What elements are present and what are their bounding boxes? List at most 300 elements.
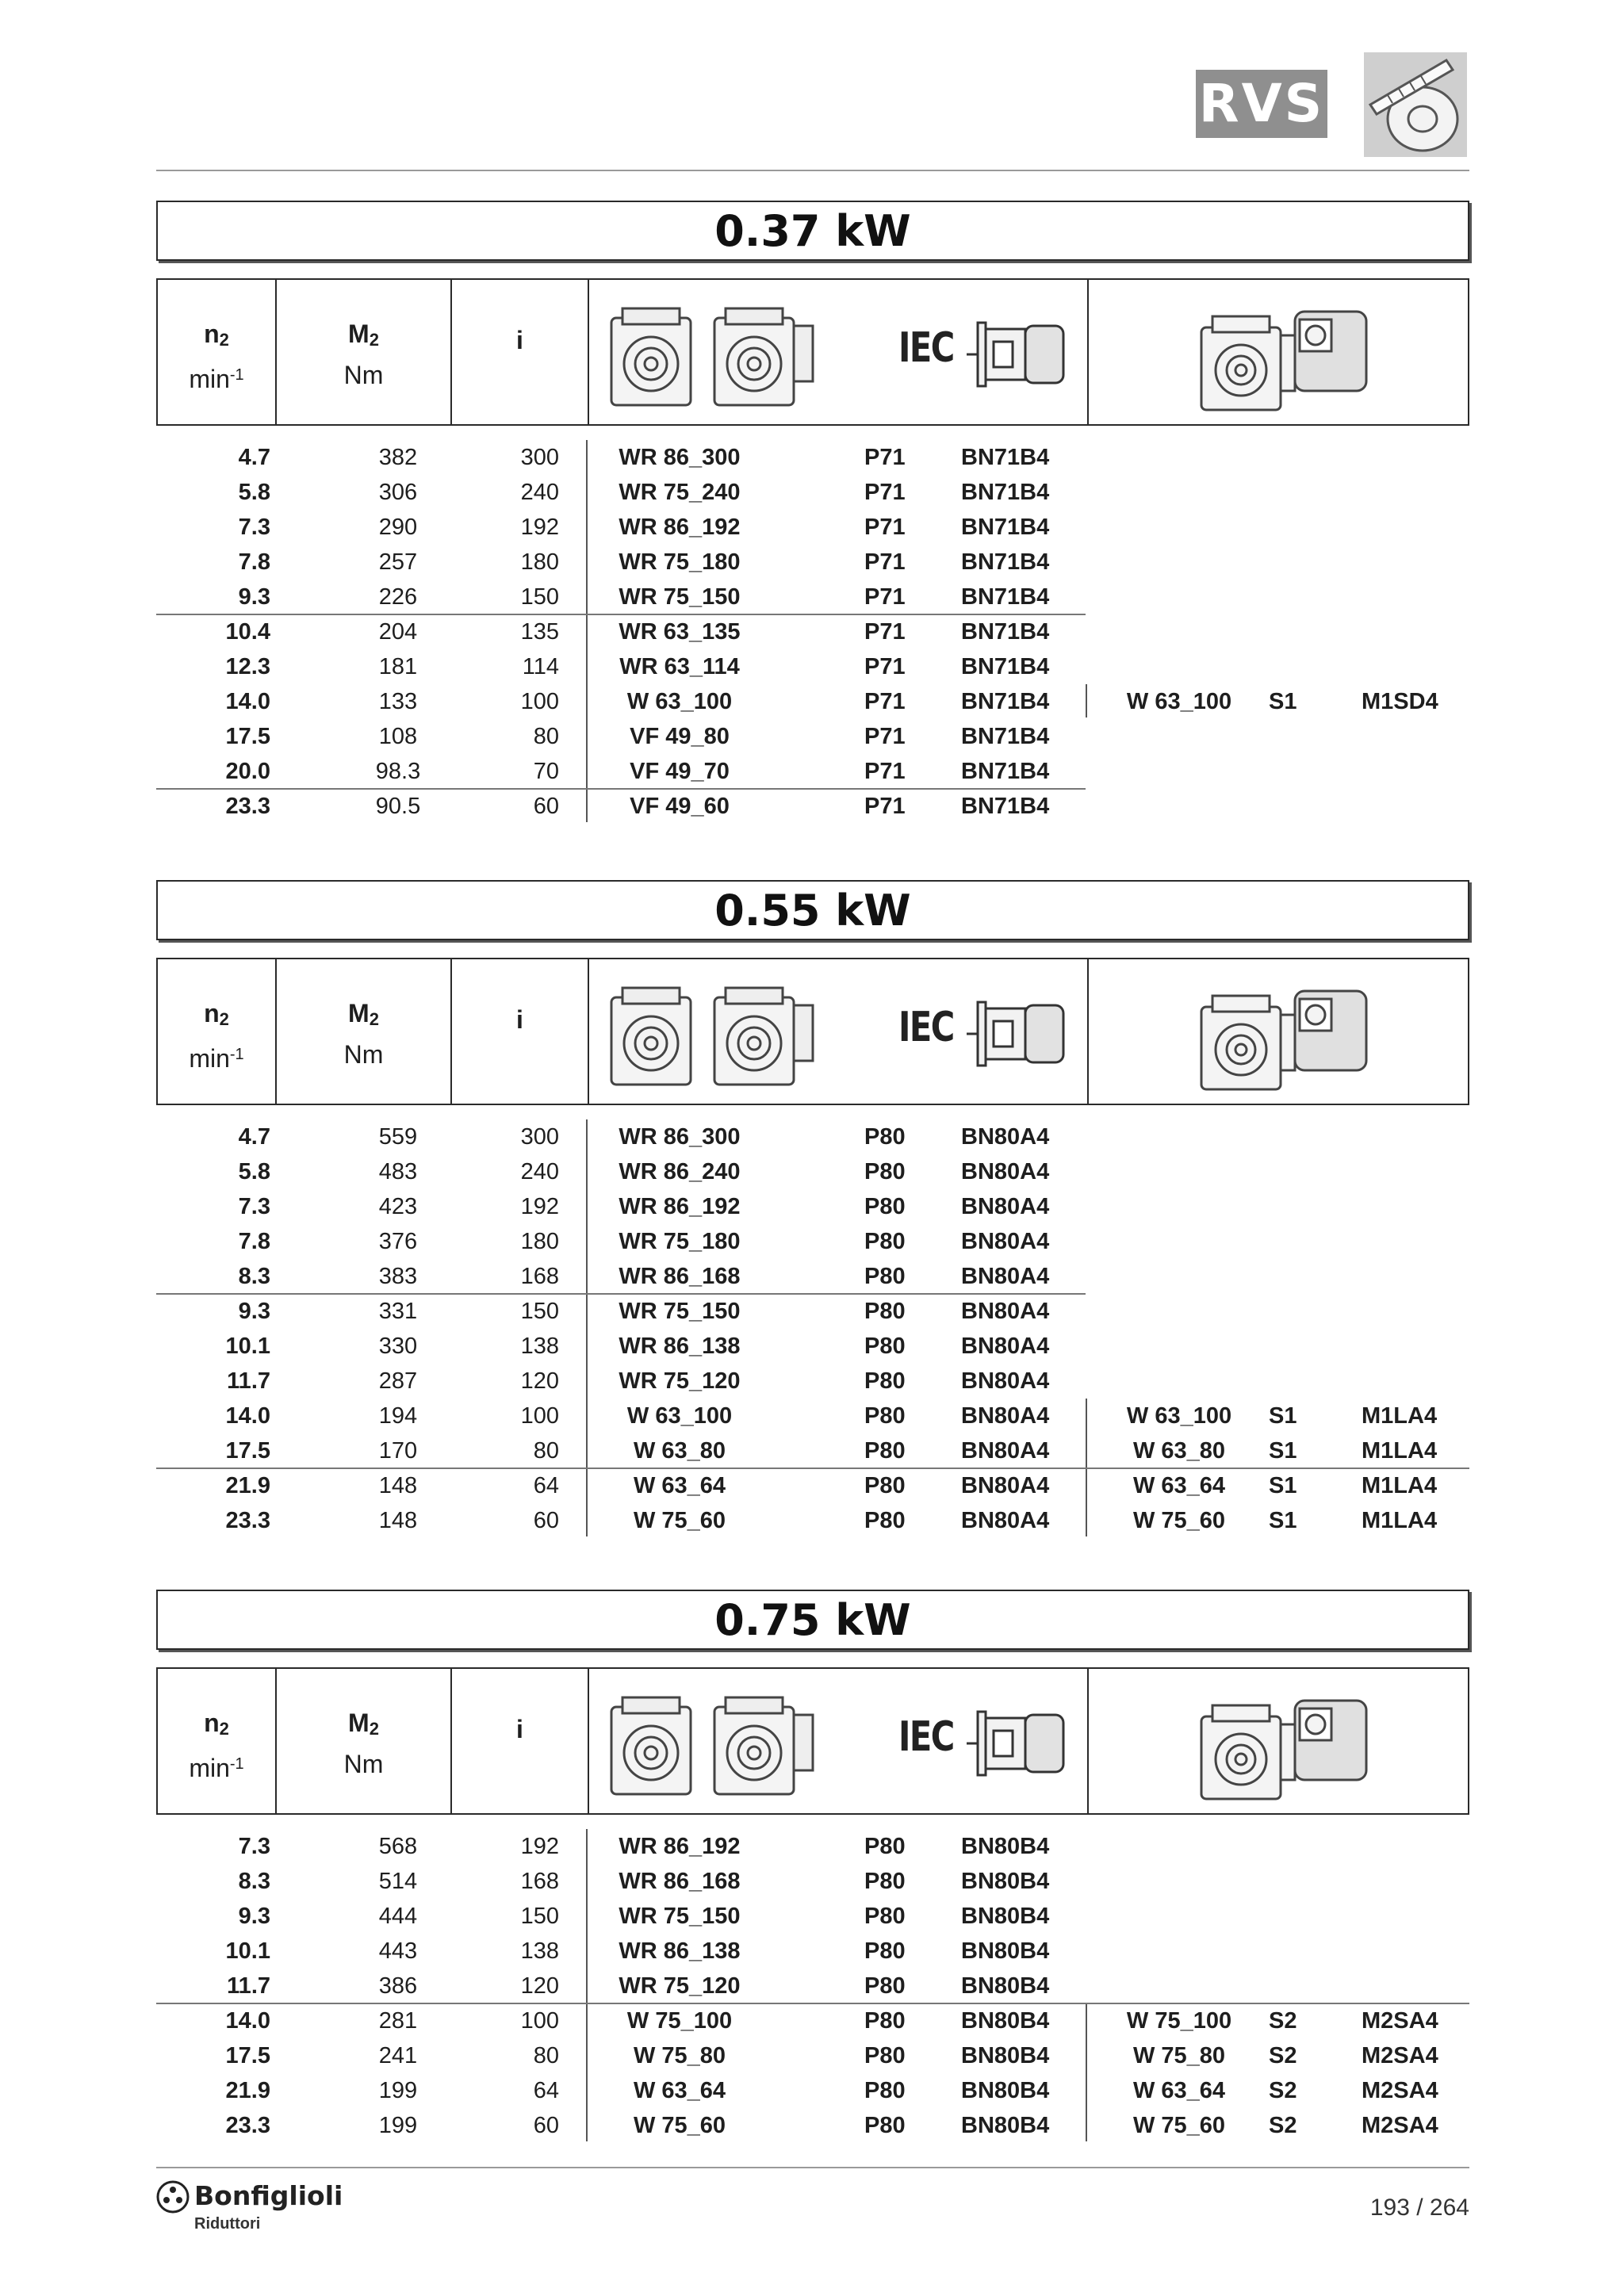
cell-input: P71 bbox=[864, 515, 906, 540]
cell-b2: S2 bbox=[1269, 2078, 1297, 2103]
cell-i: 138 bbox=[520, 1334, 559, 1359]
cell-input: P80 bbox=[864, 1938, 906, 1964]
cell-n2: 10.4 bbox=[225, 619, 270, 645]
cell-input: P71 bbox=[864, 480, 906, 505]
cell-n2: 14.0 bbox=[225, 689, 270, 714]
n2-unit-exponent: -1 bbox=[229, 1755, 244, 1773]
cell-model: WR 75_120 bbox=[619, 1368, 741, 1394]
table-row bbox=[156, 684, 1469, 719]
cell-model: W 75_100 bbox=[626, 2008, 733, 2034]
cell-input: P71 bbox=[864, 759, 906, 784]
section-title-bar bbox=[156, 201, 1469, 261]
cell-motor: BN80A4 bbox=[961, 1473, 1050, 1498]
cell-n2: 14.0 bbox=[225, 1403, 270, 1429]
cell-n2: 4.7 bbox=[238, 445, 270, 470]
cell-m2: 559 bbox=[378, 1124, 418, 1150]
cell-i: 120 bbox=[520, 1973, 559, 1999]
cell-b2: S1 bbox=[1269, 689, 1297, 714]
n2-symbol: n bbox=[204, 999, 220, 1027]
cell-input: P71 bbox=[864, 549, 906, 575]
cell-b2: S2 bbox=[1269, 2043, 1297, 2068]
cell-model: WR 86_240 bbox=[619, 1159, 741, 1184]
cell-n2: 8.3 bbox=[238, 1264, 270, 1289]
cell-m2: 287 bbox=[378, 1368, 418, 1394]
n2-subscript: 2 bbox=[219, 330, 229, 350]
table-row bbox=[156, 754, 1469, 789]
cell-i: 100 bbox=[520, 2008, 559, 2034]
cell-n2: 7.3 bbox=[238, 1834, 270, 1859]
cell-m2: 199 bbox=[378, 2078, 418, 2103]
cell-n2: 12.3 bbox=[225, 654, 270, 679]
cell-n2: 20.0 bbox=[225, 759, 270, 784]
cell-m2: 281 bbox=[378, 2008, 418, 2034]
cell-motor: BN80B4 bbox=[961, 1938, 1050, 1964]
cell-motor: BN71B4 bbox=[961, 724, 1050, 749]
cell-motor: BN80A4 bbox=[961, 1159, 1050, 1184]
cell-i: 150 bbox=[520, 1904, 559, 1929]
cell-n2: 14.0 bbox=[225, 2008, 270, 2034]
cell-motor: BN80A4 bbox=[961, 1438, 1050, 1464]
n2-unit-exponent: -1 bbox=[229, 1046, 244, 1063]
header-divider bbox=[1087, 280, 1089, 424]
column-separator bbox=[1086, 2003, 1087, 2141]
cell-input: P80 bbox=[864, 1973, 906, 1999]
cell-n2: 9.3 bbox=[238, 1904, 270, 1929]
gearbox-icons bbox=[596, 1683, 818, 1802]
cell-input: P80 bbox=[864, 1368, 906, 1394]
cell-n2: 9.3 bbox=[238, 584, 270, 610]
gearbox-variants-icon bbox=[596, 1683, 818, 1802]
cell-n2: 5.8 bbox=[238, 1159, 270, 1184]
cell-i: 192 bbox=[520, 1834, 559, 1859]
cell-model: VF 49_80 bbox=[630, 724, 730, 749]
table-header bbox=[156, 278, 1469, 426]
cell-b2: S1 bbox=[1269, 1438, 1297, 1464]
header-ratio bbox=[452, 1002, 588, 1037]
cell-i: 192 bbox=[520, 515, 559, 540]
cell-model: W 63_100 bbox=[626, 1403, 733, 1429]
cell-motor: BN80B4 bbox=[961, 1869, 1050, 1894]
cell-i: 150 bbox=[520, 584, 559, 610]
m2-symbol: M bbox=[348, 1709, 370, 1737]
cell-motor: BN80B4 bbox=[961, 2078, 1050, 2103]
cell-m2: 133 bbox=[378, 689, 418, 714]
cell-model: WR 86_300 bbox=[619, 1124, 741, 1150]
cell-i: 138 bbox=[520, 1938, 559, 1964]
gearbox-variants-icon bbox=[596, 294, 818, 413]
cell-input: P80 bbox=[864, 2008, 906, 2034]
cell-input: P71 bbox=[864, 689, 906, 714]
header-divider bbox=[588, 1669, 589, 1813]
cell-i: 300 bbox=[520, 445, 559, 470]
table-row bbox=[156, 1433, 1469, 1468]
table-row bbox=[156, 1259, 1469, 1294]
n2-symbol: n bbox=[204, 1709, 220, 1737]
cell-model: WR 75_150 bbox=[619, 584, 741, 610]
cell-m2: 226 bbox=[378, 584, 418, 610]
cell-b1: W 75_80 bbox=[1132, 2043, 1226, 2068]
cell-n2: 10.1 bbox=[225, 1334, 270, 1359]
cell-i: 300 bbox=[520, 1124, 559, 1150]
gearbox-icons bbox=[596, 294, 818, 413]
cell-n2: 4.7 bbox=[238, 1124, 270, 1150]
cell-input: P80 bbox=[864, 1869, 906, 1894]
n2-unit: min bbox=[189, 365, 230, 393]
table-header bbox=[156, 1667, 1469, 1815]
table-row bbox=[156, 545, 1469, 580]
cell-i: 100 bbox=[520, 689, 559, 714]
cell-b3: M2SA4 bbox=[1362, 2113, 1438, 2138]
cell-i: 120 bbox=[520, 1368, 559, 1394]
cell-m2: 199 bbox=[378, 2113, 418, 2138]
header-divider bbox=[1087, 959, 1089, 1104]
cell-m2: 108 bbox=[378, 724, 418, 749]
cell-n2: 21.9 bbox=[225, 2078, 270, 2103]
cell-m2: 306 bbox=[378, 480, 418, 505]
cell-b1: W 75_60 bbox=[1132, 2113, 1226, 2138]
n2-subscript: 2 bbox=[219, 1719, 229, 1739]
cell-input: P80 bbox=[864, 1904, 906, 1929]
column-separator bbox=[586, 1829, 588, 2141]
cell-n2: 9.3 bbox=[238, 1299, 270, 1324]
cell-n2: 21.9 bbox=[225, 1473, 270, 1498]
cell-i: 60 bbox=[533, 1508, 559, 1533]
iec-label: IEC bbox=[898, 1004, 954, 1051]
cell-i: 100 bbox=[520, 1403, 559, 1429]
cell-n2: 10.1 bbox=[225, 1938, 270, 1964]
m2-subscript: 2 bbox=[369, 330, 379, 350]
table-row bbox=[156, 719, 1469, 754]
table-row bbox=[156, 1829, 1469, 1864]
worm-gear-icon bbox=[1364, 52, 1467, 157]
cell-model: W 75_80 bbox=[633, 2043, 726, 2068]
cell-motor: BN80A4 bbox=[961, 1124, 1050, 1150]
cell-i: 150 bbox=[520, 1299, 559, 1324]
cell-i: 240 bbox=[520, 1159, 559, 1184]
cell-m2: 383 bbox=[378, 1264, 418, 1289]
iec-label: IEC bbox=[898, 1713, 954, 1761]
cell-n2: 17.5 bbox=[225, 1438, 270, 1464]
iec-motor-icon bbox=[967, 994, 1070, 1073]
cell-m2: 98.3 bbox=[375, 759, 421, 784]
cell-input: P80 bbox=[864, 1438, 906, 1464]
cell-m2: 257 bbox=[378, 549, 418, 575]
cell-n2: 23.3 bbox=[225, 794, 270, 819]
header-ratio bbox=[452, 1712, 588, 1747]
table-row bbox=[156, 1934, 1469, 1969]
brand-name: Bonfiglioli bbox=[194, 2180, 343, 2211]
cell-b3: M1SD4 bbox=[1362, 689, 1438, 714]
cell-b2: S2 bbox=[1269, 2113, 1297, 2138]
gearmotor-icon bbox=[1197, 304, 1371, 415]
cell-i: 180 bbox=[520, 549, 559, 575]
cell-input: P80 bbox=[864, 1264, 906, 1289]
cell-m2: 90.5 bbox=[375, 794, 421, 819]
n2-symbol: n bbox=[204, 320, 220, 348]
cell-model: WR 75_150 bbox=[619, 1904, 741, 1929]
n2-unit: min bbox=[189, 1754, 230, 1782]
table-row bbox=[156, 1329, 1469, 1364]
cell-m2: 514 bbox=[378, 1869, 418, 1894]
cell-input: P80 bbox=[864, 2113, 906, 2138]
column-separator bbox=[586, 1119, 588, 1536]
group-separator bbox=[156, 1468, 1469, 1469]
cell-m2: 386 bbox=[378, 1973, 418, 1999]
gearbox-variants-icon bbox=[596, 974, 818, 1093]
cell-model: VF 49_60 bbox=[630, 794, 730, 819]
cell-n2: 7.3 bbox=[238, 515, 270, 540]
cell-i: 64 bbox=[533, 1473, 559, 1498]
cell-model: W 75_60 bbox=[633, 2113, 726, 2138]
cell-i: 80 bbox=[533, 1438, 559, 1464]
cell-n2: 23.3 bbox=[225, 1508, 270, 1533]
cell-motor: BN80B4 bbox=[961, 1973, 1050, 1999]
m2-subscript: 2 bbox=[369, 1009, 379, 1029]
cell-b2: S1 bbox=[1269, 1473, 1297, 1498]
cell-model: WR 86_168 bbox=[619, 1869, 741, 1894]
bottom-rule bbox=[156, 2167, 1469, 2168]
cell-input: P80 bbox=[864, 2078, 906, 2103]
page-number: 193 / 264 bbox=[1369, 2195, 1469, 2221]
gearmotor bbox=[1197, 1693, 1371, 1804]
cell-b3: M1LA4 bbox=[1362, 1473, 1438, 1498]
m2-subscript: 2 bbox=[369, 1719, 379, 1739]
cell-motor: BN71B4 bbox=[961, 794, 1050, 819]
gearbox-icons bbox=[596, 974, 818, 1093]
cell-n2: 17.5 bbox=[225, 724, 270, 749]
section-title-bar bbox=[156, 1590, 1469, 1650]
bonfiglioli-logo-icon bbox=[156, 2180, 190, 2214]
table-row bbox=[156, 580, 1469, 614]
cell-n2: 11.7 bbox=[227, 1973, 270, 1999]
cell-b3: M1LA4 bbox=[1362, 1403, 1438, 1429]
cell-n2: 7.8 bbox=[238, 1229, 270, 1254]
column-separator bbox=[1086, 684, 1087, 718]
cell-input: P80 bbox=[864, 1194, 906, 1219]
cell-motor: BN80A4 bbox=[961, 1299, 1050, 1324]
cell-model: WR 75_120 bbox=[619, 1973, 741, 1999]
cell-i: 168 bbox=[520, 1869, 559, 1894]
ratio-symbol: i bbox=[516, 1005, 523, 1034]
cell-motor: BN80B4 bbox=[961, 2113, 1050, 2138]
cell-i: 70 bbox=[533, 759, 559, 784]
cell-m2: 290 bbox=[378, 515, 418, 540]
cell-b1: W 63_80 bbox=[1132, 1438, 1226, 1464]
cell-m2: 241 bbox=[378, 2043, 418, 2068]
cell-input: P80 bbox=[864, 1834, 906, 1859]
cell-n2: 7.3 bbox=[238, 1194, 270, 1219]
cell-motor: BN71B4 bbox=[961, 480, 1050, 505]
cell-model: WR 75_240 bbox=[619, 480, 741, 505]
table-row bbox=[156, 510, 1469, 545]
cell-m2: 148 bbox=[378, 1473, 418, 1498]
cell-model: VF 49_70 bbox=[630, 759, 730, 784]
cell-model: WR 86_300 bbox=[619, 445, 741, 470]
cell-input: P80 bbox=[864, 1299, 906, 1324]
cell-b1: W 75_100 bbox=[1126, 2008, 1232, 2034]
cell-b1: W 63_64 bbox=[1132, 1473, 1226, 1498]
section-title: 0.37 kW bbox=[714, 206, 911, 256]
gearmotor-icon bbox=[1197, 1693, 1371, 1804]
cell-input: P80 bbox=[864, 1334, 906, 1359]
table-row bbox=[156, 475, 1469, 510]
cell-i: 240 bbox=[520, 480, 559, 505]
iec-motor-icon bbox=[967, 315, 1070, 394]
cell-motor: BN80A4 bbox=[961, 1334, 1050, 1359]
group-separator bbox=[156, 1293, 1086, 1295]
cell-m2: 376 bbox=[378, 1229, 418, 1254]
cell-b2: S1 bbox=[1269, 1403, 1297, 1429]
group-separator bbox=[156, 614, 1086, 615]
header-n2 bbox=[158, 996, 275, 1076]
column-separator bbox=[586, 440, 588, 822]
cell-model: WR 86_192 bbox=[619, 1834, 741, 1859]
header-m2 bbox=[277, 316, 450, 392]
cell-motor: BN80A4 bbox=[961, 1508, 1050, 1533]
cell-input: P71 bbox=[864, 619, 906, 645]
iec-motor bbox=[967, 1704, 1070, 1783]
cell-input: P80 bbox=[864, 1229, 906, 1254]
cell-motor: BN80A4 bbox=[961, 1229, 1050, 1254]
table-row bbox=[156, 1864, 1469, 1899]
cell-b3: M1LA4 bbox=[1362, 1438, 1438, 1464]
table-row bbox=[156, 2073, 1469, 2108]
cell-model: WR 75_150 bbox=[619, 1299, 741, 1324]
table-row bbox=[156, 1119, 1469, 1154]
table-row bbox=[156, 440, 1469, 475]
table-row bbox=[156, 1899, 1469, 1934]
cell-m2: 194 bbox=[378, 1403, 418, 1429]
cell-model: WR 86_138 bbox=[619, 1938, 741, 1964]
cell-motor: BN71B4 bbox=[961, 759, 1050, 784]
cell-i: 135 bbox=[520, 619, 559, 645]
cell-model: WR 86_168 bbox=[619, 1264, 741, 1289]
cell-motor: BN80B4 bbox=[961, 1904, 1050, 1929]
m2-unit: Nm bbox=[343, 1750, 384, 1778]
cell-input: P71 bbox=[864, 584, 906, 610]
cell-b2: S2 bbox=[1269, 2008, 1297, 2034]
cell-motor: BN71B4 bbox=[961, 515, 1050, 540]
cell-motor: BN80A4 bbox=[961, 1194, 1050, 1219]
cell-motor: BN71B4 bbox=[961, 689, 1050, 714]
group-separator bbox=[156, 788, 1086, 790]
cell-input: P71 bbox=[864, 445, 906, 470]
iec-motor-icon bbox=[967, 1704, 1070, 1783]
m2-unit: Nm bbox=[343, 1040, 384, 1069]
cell-m2: 181 bbox=[378, 654, 418, 679]
cell-motor: BN71B4 bbox=[961, 584, 1050, 610]
table-row bbox=[156, 1154, 1469, 1189]
table-row bbox=[156, 649, 1469, 684]
table-row bbox=[156, 1969, 1469, 2003]
cell-m2: 170 bbox=[378, 1438, 418, 1464]
cell-n2: 5.8 bbox=[238, 480, 270, 505]
cell-model: W 63_64 bbox=[633, 1473, 726, 1498]
header-ratio bbox=[452, 323, 588, 358]
cell-model: WR 75_180 bbox=[619, 1229, 741, 1254]
m2-symbol: M bbox=[348, 320, 370, 348]
gearmotor bbox=[1197, 304, 1371, 415]
cell-input: P80 bbox=[864, 2043, 906, 2068]
cell-motor: BN80B4 bbox=[961, 2008, 1050, 2034]
table-row bbox=[156, 1294, 1469, 1329]
cell-model: WR 75_180 bbox=[619, 549, 741, 575]
cell-motor: BN71B4 bbox=[961, 445, 1050, 470]
cell-motor: BN80B4 bbox=[961, 1834, 1050, 1859]
table-row bbox=[156, 2003, 1469, 2038]
cell-motor: BN80A4 bbox=[961, 1368, 1050, 1394]
iec-label: IEC bbox=[898, 324, 954, 372]
cell-i: 80 bbox=[533, 724, 559, 749]
cell-b1: W 75_60 bbox=[1132, 1508, 1226, 1533]
cell-model: W 63_100 bbox=[626, 689, 733, 714]
cell-i: 64 bbox=[533, 2078, 559, 2103]
cell-model: WR 86_192 bbox=[619, 515, 741, 540]
cell-model: WR 86_192 bbox=[619, 1194, 741, 1219]
table-row bbox=[156, 1364, 1469, 1399]
cell-motor: BN80A4 bbox=[961, 1403, 1050, 1429]
cell-i: 192 bbox=[520, 1194, 559, 1219]
cell-input: P71 bbox=[864, 794, 906, 819]
table-header bbox=[156, 958, 1469, 1105]
cell-n2: 23.3 bbox=[225, 2113, 270, 2138]
cell-motor: BN71B4 bbox=[961, 619, 1050, 645]
cell-b3: M2SA4 bbox=[1362, 2043, 1438, 2068]
cell-motor: BN80A4 bbox=[961, 1264, 1050, 1289]
table-row bbox=[156, 614, 1469, 649]
cell-model: WR 63_114 bbox=[619, 654, 740, 679]
cell-m2: 204 bbox=[378, 619, 418, 645]
cell-b1: W 63_100 bbox=[1126, 1403, 1232, 1429]
cell-motor: BN80B4 bbox=[961, 2043, 1050, 2068]
cell-input: P71 bbox=[864, 724, 906, 749]
cell-b3: M2SA4 bbox=[1362, 2078, 1438, 2103]
section-title-bar bbox=[156, 880, 1469, 940]
cell-b2: S1 bbox=[1269, 1508, 1297, 1533]
cell-i: 80 bbox=[533, 2043, 559, 2068]
brand-subtitle: Riduttori bbox=[194, 2215, 261, 2233]
iec-motor bbox=[967, 994, 1070, 1073]
section-title: 0.75 kW bbox=[714, 1595, 911, 1645]
cell-input: P80 bbox=[864, 1159, 906, 1184]
n2-subscript: 2 bbox=[219, 1009, 229, 1029]
table-row bbox=[156, 1399, 1469, 1433]
cell-m2: 483 bbox=[378, 1159, 418, 1184]
cell-m2: 444 bbox=[378, 1904, 418, 1929]
cell-b3: M2SA4 bbox=[1362, 2008, 1438, 2034]
cell-b1: W 63_64 bbox=[1132, 2078, 1226, 2103]
cell-model: WR 63_135 bbox=[619, 619, 741, 645]
ratio-symbol: i bbox=[516, 1715, 523, 1743]
m2-symbol: M bbox=[348, 999, 370, 1027]
table-row bbox=[156, 1189, 1469, 1224]
cell-m2: 331 bbox=[378, 1299, 418, 1324]
header-divider bbox=[588, 280, 589, 424]
cell-input: P80 bbox=[864, 1124, 906, 1150]
n2-unit-exponent: -1 bbox=[229, 366, 244, 384]
table-row bbox=[156, 2108, 1469, 2143]
header-divider bbox=[1087, 1669, 1089, 1813]
table-row bbox=[156, 1468, 1469, 1503]
cell-m2: 330 bbox=[378, 1334, 418, 1359]
cell-i: 60 bbox=[533, 794, 559, 819]
group-separator bbox=[156, 2003, 1469, 2004]
iec-motor bbox=[967, 315, 1070, 394]
cell-model: WR 86_138 bbox=[619, 1334, 741, 1359]
cell-n2: 8.3 bbox=[238, 1869, 270, 1894]
cell-input: P80 bbox=[864, 1508, 906, 1533]
cell-m2: 568 bbox=[378, 1834, 418, 1859]
